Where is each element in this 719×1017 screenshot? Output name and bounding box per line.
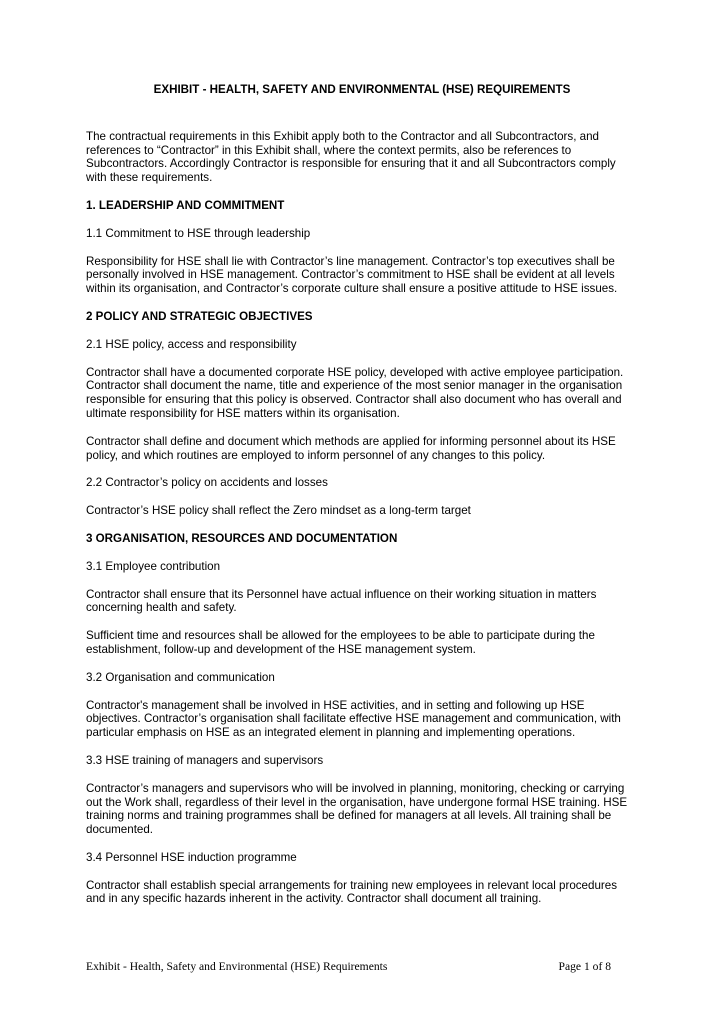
section-1-1-paragraph: Responsibility for HSE shall lie with Contractor’s line management. Contractor’s top executives shall be personally involved in HSE management. Contractor’s commitment to HSE shall be evident at all levels within its organisation, and Contractor’s corporate culture shall ensure a positive attitude to HSE issues.: [86, 254, 618, 296]
section-3-4-paragraph: Contractor shall establish special arrangements for training new employees in relevant local procedures and in any specific hazards inherent in the activity. Contractor shall document all training.: [86, 878, 618, 906]
section-1-1-title: 1.1 Commitment to HSE through leadership: [86, 226, 311, 240]
section-2-2-title: 2.2 Contractor’s policy on accidents and losses: [86, 476, 328, 490]
document-page: [86, 83, 638, 920]
section-3-2-title: 3.2 Organisation and communication: [86, 670, 275, 684]
footer-page-number: Page 1 of 8: [558, 960, 611, 973]
section-2-1-paragraph-1: Contractor shall have a documented corporate HSE policy, developed with active employee participation. Contractor shall document the name, title and experience of the most senior manager in the organisation responsible for ensuring that this policy is observed. Contractor shall also document who has overall and ultimate responsibility for HSE matters within its organisation.: [86, 365, 624, 420]
section-2-heading: 2 POLICY AND STRATEGIC OBJECTIVES: [86, 309, 313, 323]
section-3-heading: 3 ORGANISATION, RESOURCES AND DOCUMENTATION: [86, 531, 398, 545]
section-3-1-paragraph-2: Sufficient time and resources shall be allowed for the employees to be able to participate during the establishment, follow-up and development of the HSE management system.: [86, 629, 595, 656]
footer-document-title: Exhibit - Health, Safety and Environmental (HSE) Requirements: [86, 960, 388, 973]
section-3-3-paragraph: Contractor’s managers and supervisors who will be involved in planning, monitoring, checking or carrying out the Work shall, regardless of their level in the organisation, have undergone formal HSE training. HSE training norms and training programmes shall be defined for managers at all levels. All training shall be documented.: [86, 781, 628, 837]
section-3-4-title: 3.4 Personnel HSE induction programme: [86, 850, 297, 864]
page-footer: [86, 960, 611, 974]
section-3-3-title: 3.3 HSE training of managers and supervisors: [86, 753, 324, 767]
section-2-2-paragraph: Contractor’s HSE policy shall reflect the Zero mindset as a long-term target: [86, 504, 471, 518]
section-2-1-title: 2.1 HSE policy, access and responsibility: [86, 337, 297, 351]
section-1-heading: 1. LEADERSHIP AND COMMITMENT: [86, 198, 285, 212]
section-3-1-title: 3.1 Employee contribution: [86, 559, 221, 573]
section-3-1-paragraph-1: Contractor shall ensure that its Personnel have actual influence on their working situation in matters concerning health and safety.: [86, 587, 597, 615]
section-2-1-paragraph-2: Contractor shall define and document which methods are applied for informing personnel about its HSE policy, and which routines are employed to inform personnel of any changes to this policy.: [86, 434, 616, 462]
document-title: EXHIBIT - HEALTH, SAFETY AND ENVIRONMENTAL (HSE) REQUIREMENTS: [153, 83, 571, 96]
intro-paragraph: The contractual requirements in this Exhibit apply both to the Contractor and all Subcontractors, and references to “Contractor” in this Exhibit shall, where the context permits, also be references to Subcontractors. Accordingly Contractor is responsible for ensuring that it and all Subcontractors comply with these requirements.: [86, 129, 616, 185]
section-3-2-paragraph: Contractor's management shall be involved in HSE activities, and in setting and following up HSE objectives. Contractor’s organisation shall facilitate effective HSE management and communication, with particular emphasis on HSE as an integrated element in planning and implementing operations.: [86, 698, 621, 740]
